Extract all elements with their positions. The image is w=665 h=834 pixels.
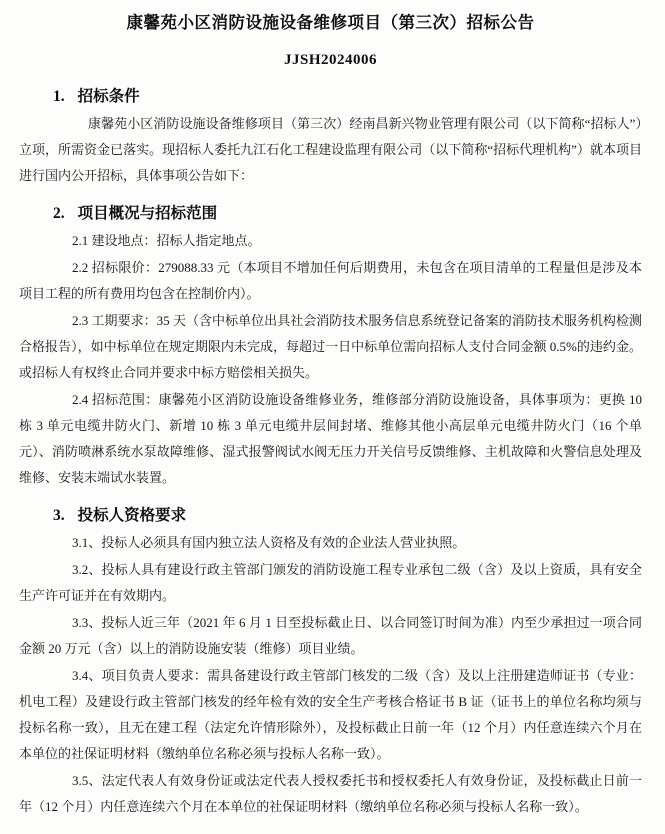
document-number: JJSH2024006 (283, 52, 377, 68)
section-3-number: 3. (53, 507, 65, 524)
section-2-heading (19, 202, 642, 226)
clause-2-1: 2.1 建设地点：招标人指定地点。 (72, 233, 261, 248)
section-2-number: 2. (53, 205, 65, 222)
section-1-title: 招标条件 (77, 88, 140, 105)
clause-3-2: 3.2、投标人具有建设行政主管部门颁发的消防设施工程专业承包二级（含）及以上资质，具有安全生产许可证并在有效期内。 (19, 562, 642, 603)
section-1-number: 1. (53, 88, 65, 105)
document-title: 康馨苑小区消防设施设备维修项目（第三次）招标公告 (126, 13, 535, 32)
section-3-heading (19, 504, 642, 528)
clause-3-3: 3.3、投标人近三年（2021 年 6 月 1 日至投标截止日、以合同签订时间为准）内至少承担过一项合同金额 20 万元（含）以上的消防设施安装（维修）项目业绩。 (19, 615, 642, 656)
clause-3-5: 3.5、法定代表人有效身份证或法定代表人授权委托书和授权委托人有效身份证，及投标截止日前一年（12 个月）内任意连续六个月在本单位的社保证明材料（缴纳单位名称必须与投标人名称一致）。 (19, 773, 642, 814)
clause-2-4: 2.4 招标范围：康馨苑小区消防设施设备维修业务，维修部分消防设施设备，具体事项为：更换 10 栋 3 单元电缆井防火门、新增 10 栋 3 单元电缆井层间封堵、维修其他小高层单元电缆井防火门（16 个单元）、消防喷淋系统水泵故障维修、湿式报警阀试水阀无压力开关信号反馈维修、主机故障和火警信息处理及维修、安装末端试水装置。 (19, 392, 642, 485)
section-1-paragraph-1: 康馨苑小区消防设施设备维修项目（第三次）经南昌新兴物业管理有限公司（以下简称“招标人”）立项，所需资金已落实。现招标人委托九江石化工程建设监理有限公司（以下简称“招标代理机构”）就本项目进行国内公开招标，具体事项公告如下： (19, 116, 642, 183)
clause-2-3: 2.3 工期要求：35 天（含中标单位出具社会消防技术服务信息系统登记备案的消防技术服务机构检测合格报告），如中标单位在规定期限内未完成，每超过一日中标单位需向招标人支付合同金额 0.5%的违约金。或招标人有权终止合同并要求中标方赔偿相关损失。 (19, 313, 642, 380)
clause-3-1: 3.1、投标人必须具有国内独立法人资格及有效的企业法人营业执照。 (72, 535, 466, 550)
section-2-title: 项目概况与招标范围 (77, 205, 218, 222)
section-1-heading (19, 85, 642, 109)
clause-3-4: 3.4、项目负责人要求：需具备建设行政主管部门核发的二级（含）及以上注册建造师证书（专业：机电工程）及建设行政主管部门核发的经年检有效的安全生产考核合格证书 B 证（证书上的单位名称均须与投标名称一致），且无在建工程（法定允许情形除外），及投标截止日前一年（12 个月）内任意连续六个月在本单位的社保证明材料（缴纳单位名称必须与投标人名称一致）。 (19, 668, 642, 761)
section-project-overview (19, 202, 642, 491)
section-bidder-qualifications (19, 504, 642, 820)
section-tender-conditions (19, 85, 642, 189)
clause-2-2: 2.2 招标限价：279088.33 元（本项目不增加任何后期费用，未包含在项目清单的工程量但是涉及本项目工程的所有费用均包含在控制价内）。 (19, 260, 642, 301)
section-3-title: 投标人资格要求 (77, 507, 187, 524)
